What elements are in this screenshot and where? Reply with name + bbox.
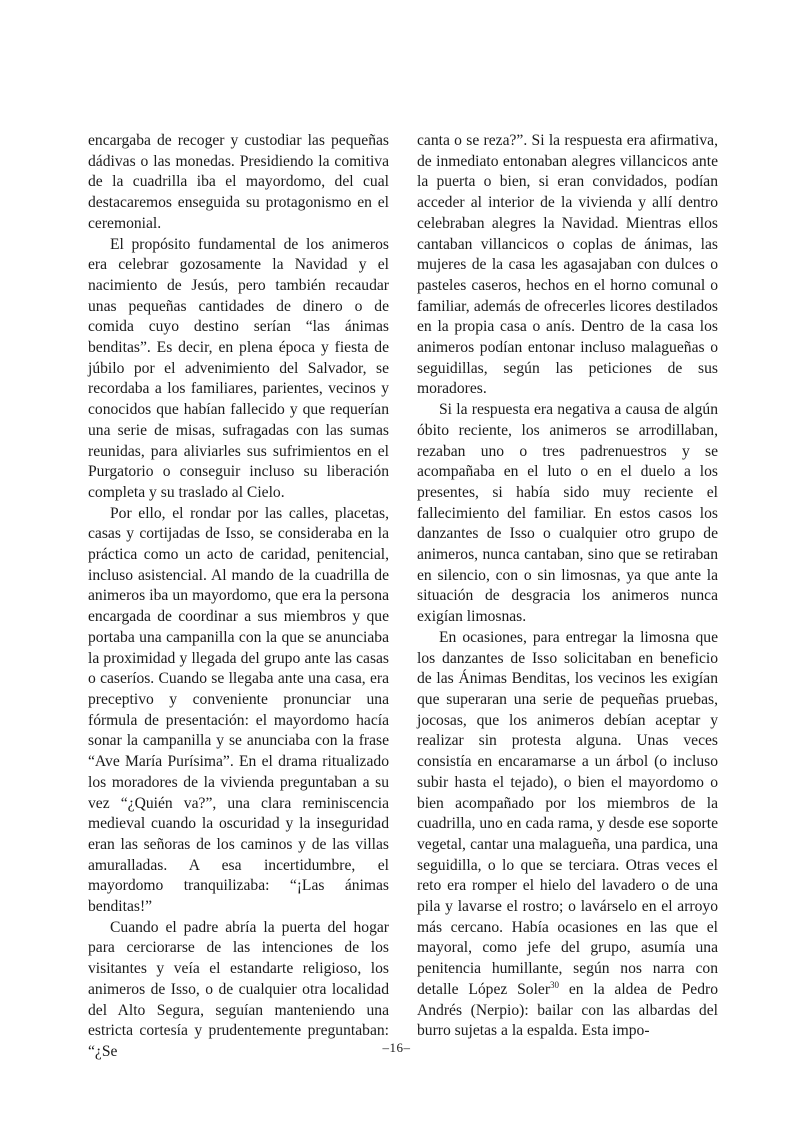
paragraph-text: En ocasiones, para entregar la limosna que los danzantes de Isso solicitaban en beneficio de las Ánimas Benditas, los vecinos les exigían que superaran una serie de pequeñas pruebas, jocosas, que los animeros debían aceptar y realizar sin protesta alguna. Unas veces consistía en encaramarse a un árbol (o incluso subir hasta el tejado), o bien el mayordomo o bien acompañado por los miembros de la cuadrilla, uno en cada rama, y desde ese soporte vegetal, cantar una malagueña, una pardica, una seguidilla, o lo que se terciara. Otras veces el reto era romper el hielo del lavadero o de una pila y lavarse el rostro; o lavárselo en el arroyo más cercano. Había ocasiones en las que el mayoral, como jefe del grupo, asumía una penitencia humillante, según nos narra con detalle López Soler bbox=[417, 628, 718, 998]
footnote-reference: 30 bbox=[550, 979, 560, 990]
page-number: –16– bbox=[382, 1040, 411, 1055]
paragraph: El propósito fundamental de los animeros era celebrar gozosamente la Navidad y el nacimiento de Jesús, pero también recaudar unas pequeñas cantidades de dinero o de comida cuyo destino serían “las ánimas benditas”. Es decir, en plena época y fiesta de júbilo por el advenimiento del Salvador, se recordaba a los familiares, parientes, vecinos y conocidos que habían fallecido y que requerían una serie de misas, sufragadas con las sumas reunidas, para aliviarles sus sufrimientos en el Purgatorio o conseguir incluso su liberación completa y su traslado al Cielo. bbox=[88, 235, 389, 501]
paragraph bbox=[417, 628, 718, 1042]
paragraph: Cuando el padre abría la puerta del hogar para cerciorarse de las intenciones de los visitantes y veía el estandarte religioso, los animeros de Isso, o de cualquier otra localidad del Alto Segura, seguían manteniendo una estricta cortesía y prudentemente preguntaban: “¿Se bbox=[88, 918, 389, 1060]
paragraph-text: en la aldea de Pedro Andrés (Nerpio): bailar con las albardas del burro sujetas a la espalda. Esta impo- bbox=[417, 980, 719, 1040]
paragraph: canta o se reza?”. Si la respuesta era afirmativa, de inmediato entonaban alegres villancicos ante la puerta o bien, si eran convidados, podían acceder al interior de la vivienda y allí dentro celebraban alegres la Navidad. Mientras ellos cantaban villancicos o coplas de ánimas, las mujeres de la casa les agasajaban con dulces o pasteles caseros, hechos en el horno comunal o familiar, además de ofrecerles licores destilados en la propia casa o anís. Dentro de la casa los animeros podían entonar incluso malagueñas o seguidillas, según las peticiones de sus moradores. bbox=[417, 132, 718, 398]
paragraph: Si la respuesta era negativa a causa de algún óbito reciente, los animeros se arrodillaban, rezaban uno o tres padrenuestros y se acompañaba en el luto o en el duelo a los presentes, si había sido muy reciente el fallecimiento del familiar. En estos casos los danzantes de Isso o cualquier otro grupo de animeros, nunca cantaban, sino que se retiraban en silencio, con o sin limosnas, ya que ante la situación de desgracia los animeros nunca exigían limosnas. bbox=[417, 401, 718, 626]
paragraph: Por ello, el rondar por las calles, placetas, casas y cortijadas de Isso, se consideraba en la práctica como un acto de caridad, penitencial, incluso asistencial. Al mando de la cuadrilla de animeros iba un mayordomo, que era la persona encargada de coordinar a sus miembros y que portaba una campanilla con la que se anunciaba la proximidad y llegada del grupo ante las casas o caseríos. Cuando se llegaba ante una casa, era preceptivo y conveniente pronunciar una fórmula de presentación: el mayordomo hacía sonar la campanilla y se anunciaba con la frase “Ave María Purísima”. En el drama ritualizado los moradores de la vivienda preguntaban a su vez “¿Quién va?”, una clara reminiscencia medieval cuando la oscuridad y la inseguridad eran las señoras de los caminos y de las villas amuralladas. A esa incertidumbre, el mayordomo tranquilizaba: “¡Las ánimas benditas!” bbox=[88, 504, 389, 916]
right-column bbox=[417, 131, 718, 1042]
paragraph: encargaba de recoger y custodiar las pequeñas dádivas o las monedas. Presidiendo la comitiva de la cuadrilla iba el mayordomo, del cual destacaremos enseguida su protagonismo en el ceremonial. bbox=[88, 132, 389, 232]
left-column bbox=[88, 131, 389, 1063]
